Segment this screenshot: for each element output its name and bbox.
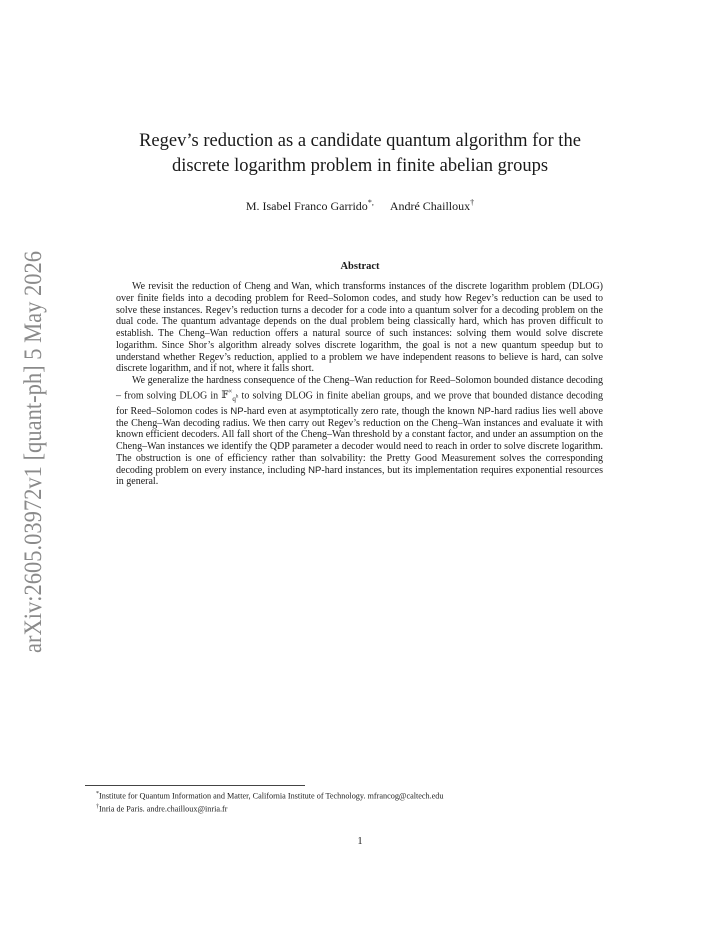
footnote-rule — [85, 785, 305, 786]
footnote-item: †Inria de Paris. andre.chailloux@inria.fr — [96, 804, 228, 814]
author-affiliation-mark: *, — [367, 198, 374, 207]
abstract-body — [116, 281, 603, 488]
page-number: 1 — [357, 836, 363, 847]
title-line-2: discrete logarithm problem in finite abelian groups — [171, 156, 549, 176]
finite-field-symbol: 𝔽×$_{q^h}$ — [221, 387, 239, 404]
author-name: André Chailloux — [389, 199, 471, 213]
abstract-heading: Abstract — [340, 261, 380, 272]
paper-title — [100, 129, 620, 179]
arxiv-stamp-text: arXiv:2605.03972v1 [quant-ph] 5 May 2026 — [20, 250, 47, 653]
abstract-paragraph-2: We generalize the hardness consequence of the Cheng–Wan reduction for Reed–Solomon bounded distance decoding – from solving DLOG in 𝔽×$_{q^h}$ to solving DLOG in finite abelian groups, and we prove that bounded distance decoding for Reed–Solomon codes is NP-hard even at asymptotically zero rate, though the known NP-hard radius lies well above the Cheng–Wan decoding radius. We then carry out Regev’s reduction on the Cheng–Wan instances and evaluate it with known efficient decoders. All fall short of the Cheng–Wan threshold by a constant factor, and under an assumption on the Cheng–Wan instances we identify the QDP parameter a decoder would need to reach in order to solve discrete logarithm. The obstruction is one of efficiency rather than solvability: the Pretty Good Measurement solves the corresponding decoding problem on every instance, including NP-hard instances, but its implementation requires exponential resources in general. — [116, 375, 603, 488]
abstract-paragraph-1: We revisit the reduction of Cheng and Wan, which transforms instances of the discrete logarithm problem (DLOG) over finite fields into a decoding problem for Reed–Solomon codes, and study how Regev’s reduction can be used to solve these instances. Regev’s reduction turns a decoder for a code into a quantum solver for a decoding problem on the dual code. The quantum advantage depends on the dual problem being classically hard, which has proven difficult to establish. The Cheng–Wan reduction offers a natural source of such instances: solving them would solve discrete logarithm. Since Shor’s algorithm already solves discrete logarithm, the goal is not a new quantum speedup but to understand whether Regev’s reduction, applied to a problem we have independent reasons to believe is hard, can solve discrete logarithm, and if not, where it falls short. — [116, 281, 603, 375]
author-name: M. Isabel Franco Garrido — [245, 199, 368, 213]
footnotes — [96, 789, 626, 815]
arxiv-identifier-stamp — [16, 250, 50, 656]
title-line-1: Regev’s reduction as a candidate quantum algorithm for the — [139, 131, 581, 151]
author-list — [100, 198, 620, 214]
author-affiliation-mark: † — [470, 198, 475, 207]
footnote-item: *Institute for Quantum Information and Matter, California Institute of Technology. mfrancog@caltech.edu — [96, 791, 444, 801]
